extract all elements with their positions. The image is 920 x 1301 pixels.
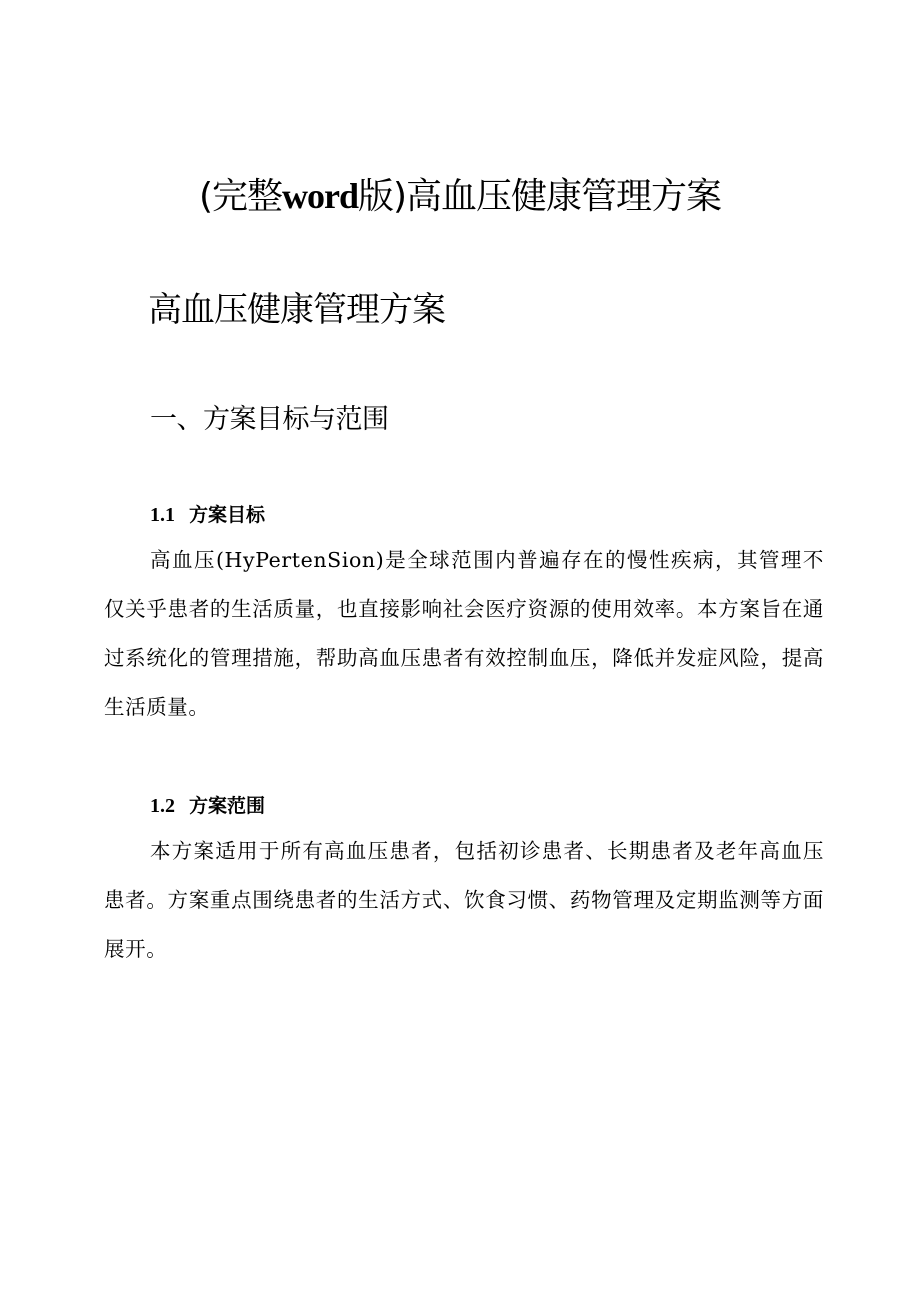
subsection-heading-scope [150,791,265,818]
section-heading: 一、方案目标与范围 [150,404,389,435]
paragraph-scope: 本方案适用于所有高血压患者，包括初诊患者、长期患者及老年高血压患者。方案重点围绕患者的生活方式、饮食习惯、药物管理及定期监测等方面展开。 [104,839,824,961]
subsection-heading-goals [150,500,265,527]
subsection-title: 方案范围 [189,795,266,817]
document-title-suffix: 版)高血压健康管理方案 [358,176,722,217]
document-title-prefix: (完整 [198,176,282,217]
subsection-number: 1.2 [150,795,175,817]
main-heading: 高血压健康管理方案 [148,290,445,330]
subsection-title: 方案目标 [189,504,266,526]
document-title-word: word [282,176,358,216]
subsection-number: 1.1 [150,504,175,526]
document-title [0,168,920,219]
paragraph-goals: 高血压(HyPertenSion)是全球范围内普遍存在的慢性疾病，其管理不仅关乎患者的生活质量，也直接影响社会医疗资源的使用效率。本方案旨在通过系统化的管理措施，帮助高血压患者有效控制血压，降低并发症风险，提高生活质量。 [104,548,824,719]
